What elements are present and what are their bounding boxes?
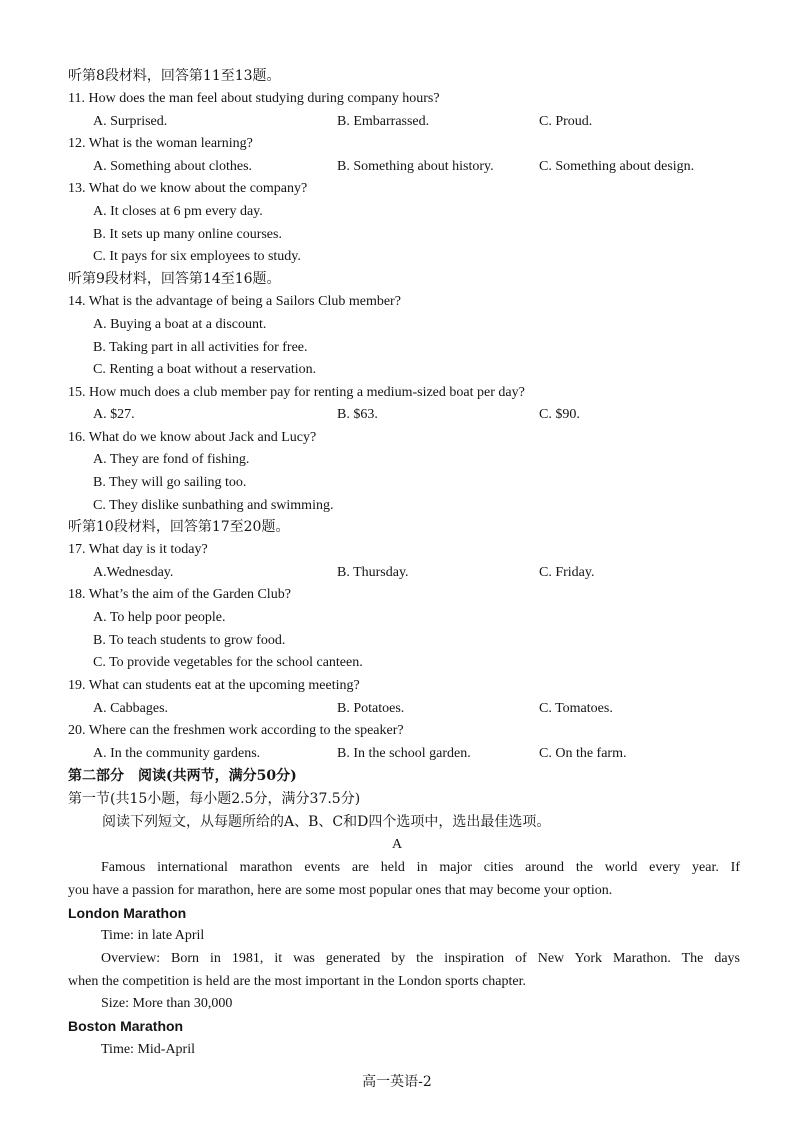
option-a: A. $27. <box>93 407 135 422</box>
option-c: C. Renting a boat without a reservation. <box>93 362 317 377</box>
option-b: B. Something about history. <box>337 159 494 174</box>
question-stem: 14. What is the advantage of being a Sailors Club member? <box>68 294 401 309</box>
option-a: A. Something about clothes. <box>93 159 253 174</box>
detail-text: Time: Mid-April <box>101 1042 195 1057</box>
option-b: B. Potatoes. <box>337 701 405 716</box>
page-footer: 高一英语-2 <box>362 1074 432 1090</box>
option-a: A. They are fond of fishing. <box>93 452 250 467</box>
option-b: B. In the school garden. <box>337 746 471 761</box>
section-heading: 听第8段材料，回答第11至13题。 <box>68 68 281 84</box>
subheading: London Marathon <box>68 905 187 921</box>
detail-text: Time: in late April <box>101 928 205 943</box>
passage-text: you have a passion for marathon, here are some most popular ones that may become your option. <box>68 883 613 898</box>
option-a: A. Cabbages. <box>93 701 169 716</box>
option-b: B. To teach students to grow food. <box>93 633 286 648</box>
section-title: 第一节(共15小题，每小题2.5分，满分37.5分) <box>68 791 361 807</box>
option-b: B. They will go sailing too. <box>93 475 247 490</box>
question-stem: 18. What’s the aim of the Garden Club? <box>68 587 291 602</box>
question-stem: 11. How does the man feel about studying during company hours? <box>68 91 440 106</box>
option-c: C. On the farm. <box>539 746 627 761</box>
option-b: B. Thursday. <box>337 565 409 580</box>
option-b: B. $63. <box>337 407 378 422</box>
question-stem: 13. What do we know about the company? <box>68 181 308 196</box>
passage-text: Famous international marathon events are held in major cities around the world every year. If <box>101 860 740 875</box>
option-c: C. They dislike sunbathing and swimming. <box>93 498 334 513</box>
part-title: 第二部分 阅读(共两节，满分50分) <box>68 768 297 784</box>
option-c: C. Tomatoes. <box>539 701 613 716</box>
option-c: C. Proud. <box>539 114 593 129</box>
detail-text: when the competition is held are the most important in the London sports chapter. <box>68 974 527 989</box>
option-a: A. In the community gardens. <box>93 746 261 761</box>
section-heading: 听第10段材料，回答第17至20题。 <box>68 519 290 535</box>
option-a: A. Surprised. <box>93 114 168 129</box>
option-a: A. It closes at 6 pm every day. <box>93 204 263 219</box>
detail-text: Overview: Born in 1981, it was generated by the inspiration of New York Marathon. The days <box>101 951 740 966</box>
option-b: B. Taking part in all activities for free. <box>93 340 308 355</box>
question-stem: 19. What can students eat at the upcoming meeting? <box>68 678 360 693</box>
subheading: Boston Marathon <box>68 1018 184 1034</box>
instruction-text: 阅读下列短文，从每题所给的A、B、C和D四个选项中，选出最佳选项。 <box>102 814 551 830</box>
option-a: A.Wednesday. <box>93 565 174 580</box>
option-c: C. Friday. <box>539 565 595 580</box>
option-c: C. Something about design. <box>539 159 695 174</box>
question-stem: 15. How much does a club member pay for renting a medium-sized boat per day? <box>68 385 525 400</box>
section-heading: 听第9段材料，回答第14至16题。 <box>68 271 281 287</box>
option-a: A. Buying a boat at a discount. <box>93 317 267 332</box>
option-b: B. Embarrassed. <box>337 114 430 129</box>
question-stem: 20. Where can the freshmen work according to the speaker? <box>68 723 404 738</box>
question-stem: 17. What day is it today? <box>68 542 208 557</box>
option-a: A. To help poor people. <box>93 610 226 625</box>
detail-text: Size: More than 30,000 <box>101 996 233 1011</box>
option-c: C. It pays for six employees to study. <box>93 249 301 264</box>
option-c: C. $90. <box>539 407 580 422</box>
passage-letter: A <box>391 837 403 852</box>
question-stem: 12. What is the woman learning? <box>68 136 253 151</box>
option-b: B. It sets up many online courses. <box>93 227 282 242</box>
option-c: C. To provide vegetables for the school canteen. <box>93 655 363 670</box>
question-stem: 16. What do we know about Jack and Lucy? <box>68 430 317 445</box>
